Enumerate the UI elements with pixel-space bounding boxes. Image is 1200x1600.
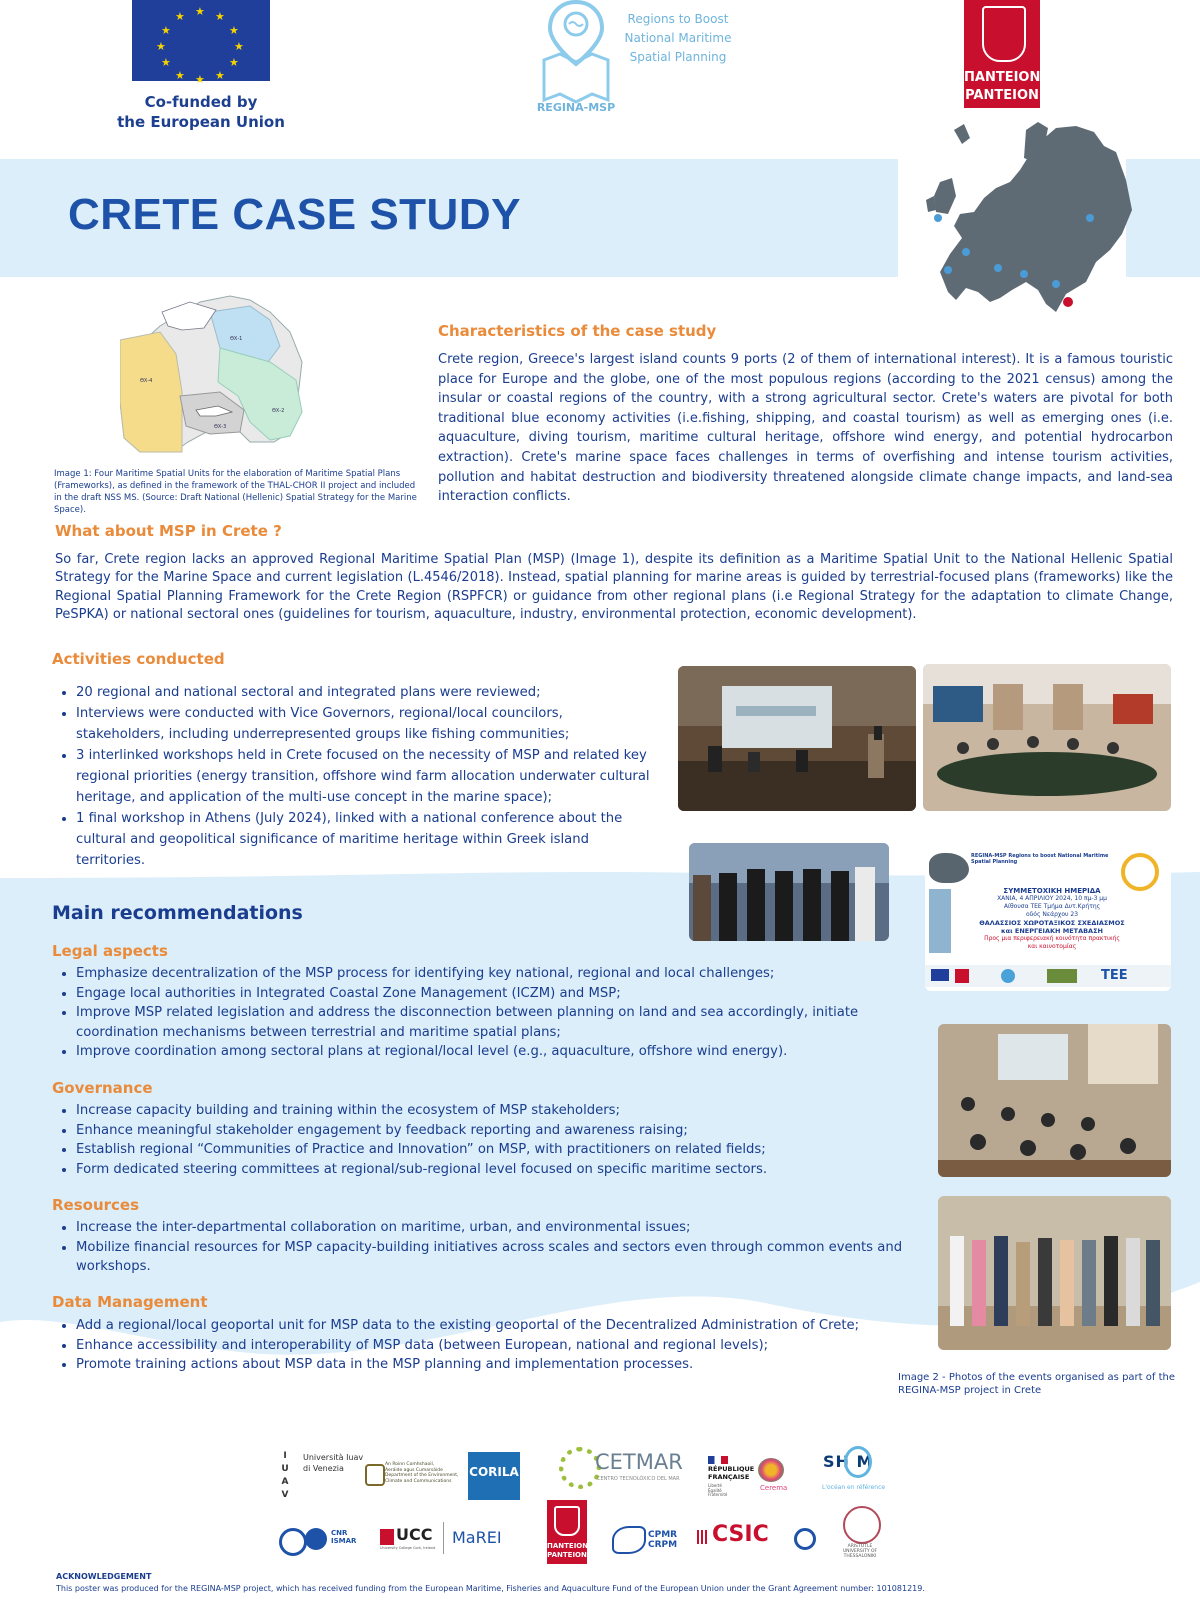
cpmr-text: CPMR CRPM [648,1530,678,1550]
photo-meeting-table [923,664,1171,811]
ucc-crest-icon [380,1529,394,1545]
workshop-flyer [925,849,1171,991]
divider [443,1522,444,1554]
cetmar-sub: CENTRO TECNOLÓXICO DEL MAR [597,1476,680,1482]
msp-crete-heading: What about MSP in Crete ? [55,522,282,540]
flyer-l1: ΣΥΜΜΕΤΟΧΙΚΗ ΗΜΕΡΙΔΑ [1003,887,1101,895]
data-item: • Enhance accessibility and interoperability of MSP data (between European, national and regional levels); [76,1336,914,1356]
cpmr-swirl-icon [612,1526,646,1554]
acknowledgement-text: This poster was produced for the REGINA-MSP project, which has received funding from the European Maritime, Fisheries and Aquaculture Fund of the European Union under the Grant Agreement number: 101081219. [56,1584,925,1593]
recommendations-heading: Main recommendations [52,902,303,924]
resources-list [54,1218,904,1277]
activity-item: • 1 final workshop in Athens (July 2024), linked with a national conference about the cultural and geopolitical significance of maritime heritage within Greek island territories. [76,808,654,871]
governance-item: • Establish regional “Communities of Practice and Innovation” on MSP, with practitioners on related fields; [76,1140,904,1160]
panteion-small-2: PANTEION [547,1551,587,1559]
photos-caption: Image 2 - Photos of the events organised as part of the REGINA-MSP project in Crete [898,1372,1175,1396]
legal-item: • Improve coordination among sectoral plans at regional/local level (e.g., aquaculture, offshore wind energy). [76,1042,904,1062]
legal-item: • Emphasize decentralization of the MSP process for identifying key national, regional and local challenges; [76,964,904,984]
flyer-l8: και καινοτομίας [1027,943,1077,950]
flyer-l6: και ΕΝΕΡΓΕΙΑΚΗ ΜΕΤΑΒΑΣΗ [1001,927,1103,935]
iuav-letters: I U A V [281,1451,289,1500]
data-management-heading: Data Management [52,1293,208,1311]
flyer-tee: TEE [1101,968,1128,983]
map-label-3: ΘΧ-3 [214,424,227,430]
governance-item: • Enhance meaningful stakeholder engagement by feedback reporting and awareness raising; [76,1121,904,1141]
governance-heading: Governance [52,1079,153,1097]
regina-tagline: Regions to Boost National Maritime Spatial Planning [624,12,732,64]
photo-group-crete [938,1196,1171,1350]
flyer-l7: Προς μια περιφερειακή κοινότητα πρακτικής [984,935,1120,942]
panteion-small-1: ΠΑΝΤΕΙΟΝ [547,1542,589,1550]
photo-group-athens [689,843,889,941]
photo-workshop-panel [678,666,916,811]
panteion-small-emblem-icon [554,1506,580,1536]
ucc-sub: University College Cork, Ireland [380,1546,436,1550]
rf-sub: Liberté Égalité Fraternité [708,1483,728,1498]
map-label-1: ΘΧ-1 [230,336,243,342]
panteion-latin: PANTEION [965,88,1039,103]
page-title: CRETE CASE STUDY [68,190,521,239]
gov-ie-text: An Roinn Comhshaoil, Aeráide agus Cumarsáide Department of the Environment, Climate and Communications [385,1462,459,1484]
eu-cofunded-text: Co-funded by the European Union [117,93,285,131]
maritime-spatial-units-map [120,292,310,454]
panteion-partner-logo [547,1500,587,1564]
globe-icon [794,1528,816,1550]
europe-map-icon [926,122,1132,322]
activity-item: • 20 regional and national sectoral and integrated plans were reviewed; [76,682,654,703]
csic-name: CSIC [712,1522,769,1547]
auth-text: ARISTOTLE UNIVERSITY OF THESSALONIKI [842,1544,878,1559]
ismar-wave-icon [305,1528,327,1550]
resources-item: • Increase the inter-departmental collaboration on maritime, urban, and environmental issues; [76,1218,904,1238]
marei-name: MaREI [452,1528,502,1547]
activity-item: • 3 interlinked workshops held in Crete focused on the necessity of MSP and related key regional priorities (energy transition, offshore wind farm allocation underwater cultural heritage, and application of the multi-use concept in the marine space); [76,745,654,808]
data-item: • Add a regional/local geoportal unit for MSP data to the existing geoportal of the Decentralized Administration of Crete; [76,1316,914,1336]
legal-item: • Improve MSP related legislation and address the disconnection between planning on land and sea accordingly, initiate coordination mechanisms between terrestrial and maritime spatial plans; [76,1003,904,1042]
data-management-list [54,1316,914,1375]
flyer-l3: Αίθουσα ΤΕΕ Τμήμα Δυτ.Κρήτης [1003,903,1101,910]
activities-list [54,682,654,871]
flyer-europe-icon [929,853,969,883]
flyer-top: REGINA-MSP Regions to boost National Maritime Spatial Planning [971,853,1109,865]
shom-name: SH M [823,1452,874,1471]
flyer-pin-icon [1121,853,1159,891]
governance-item: • Form dedicated steering committees at regional/sub-regional level focused on specific maritime sectors. [76,1160,904,1180]
legal-heading: Legal aspects [52,942,168,960]
resources-item: • Mobilize financial resources for MSP capacity-building initiatives across scales and sectors even through common events and workshops. [76,1238,904,1277]
map-caption: Image 1: Four Maritime Spatial Units for the elaboration of Maritime Spatial Plans (Frameworks), as defined in the framework of the THAL-CHOR II project and included in the draft NSS MS. (Source: Draft National (Hellenic) Spatial Strategy for the Marine Space). [54,469,417,515]
resources-heading: Resources [52,1196,140,1214]
map-label-2: ΘΧ-2 [272,408,285,414]
ireland-harp-icon [365,1464,385,1486]
panteion-greek: ΠΑΝΤΕΙΟΝ [964,70,1041,85]
flyer-l2: ΧΑΝΙΑ, 4 ΑΠΡΙΛΙΟΥ 2024, 10 πμ-3 μμ [997,895,1107,902]
cnr-text: CNR ISMAR [331,1529,357,1545]
governance-item: • Increase capacity building and training within the ecosystem of MSP stakeholders; [76,1101,904,1121]
shom-sub: L'océan en référence [822,1484,886,1491]
flyer-l5: ΘΑΛΑΣΣΙΟΣ ΧΩΡΟΤΑΞΙΚΟΣ ΣΧΕΔΙΑΣΜΟΣ [979,919,1125,927]
rf-text: RÉPUBLIQUE FRANÇAISE [708,1465,755,1481]
activity-item: • Interviews were conducted with Vice Governors, regional/local councilors, stakeholders, including underrepresented groups like fishing communities; [76,703,654,745]
cnr-circle-icon [279,1528,307,1556]
characteristics-text: Crete region, Greece's largest island counts 9 ports (2 of them of international interest). It is a famous touristic place for Europe and the globe, one of the most populous regions (according to the 2021 census) among the insular or coastal regions of the country, with a strong agricultural sector. Crete's waters are pivotal for both traditional blue economy activities (i.e.fishing, shipping, and coastal tourism) as well as emerging ones (i.e. aquaculture, diving tourism, maritime cultural heritage, offshore wind energy, and potential hydrocarbon extraction). Crete's marine space faces challenges in terms of overfishing and intense tourism activities, pollution and habitat destruction and biodiversity threatened alongside climate change impacts, and land-sea interaction conflicts. [438,352,1173,505]
photo-workshop-audience [938,1024,1171,1177]
cerema-name: Cerema [760,1484,788,1492]
legal-list [54,964,904,1062]
msp-crete-text: So far, Crete region lacks an approved Regional Maritime Spatial Plan (MSP) (Image 1), despite its definition as a Maritime Spatial Unit to the National Hellenic Spatial Strategy for the Marine Space and current legislation (L.4546/2018). Instead, spatial planning for marine areas is guided by terrestrial-focused plans (frameworks) like the Regional Spatial Planning Framework for the Crete Region (RSPFCR) or guidance from other regional plans (i.e Regional Strategy for the adaptation to climate Change, PeSPKA) or national sectoral ones (guidelines for tourism, aquaculture, industry, environmental protection, economic development). [55,552,1173,623]
title-band-right [1126,159,1200,277]
data-item: • Promote training actions about MSP data in the MSP planning and implementation processes. [76,1355,914,1375]
activities-heading: Activities conducted [52,650,225,668]
regina-map-pin-icon [536,0,616,110]
panteion-logo [964,0,1040,108]
acknowledgement-heading: ACKNOWLEDGEMENT [56,1572,152,1581]
auth-seal-icon [843,1506,881,1544]
ucc-name: UCC [396,1525,433,1544]
iuav-name: Università Iuav di Venezia [303,1453,364,1473]
csic-crest-icon [697,1530,709,1544]
characteristics-heading: Characteristics of the case study [438,322,717,340]
flyer-l4: οδός Νεάρχου 23 [1025,911,1079,918]
french-flag-icon [708,1456,728,1464]
cetmar-name: CETMAR [595,1450,683,1474]
regina-name: REGINA-MSP [536,101,616,114]
corila-logo: CORILA [468,1452,520,1500]
shom-o-icon [844,1446,872,1478]
governance-list [54,1101,904,1179]
eu-flag-logo: ★ ★ ★ ★ ★ ★ ★ ★ ★ ★ ★ ★ [132,0,270,81]
flyer-logo-strip [925,965,1171,987]
flyer-wind-turbine-image [929,889,951,953]
legal-item: • Engage local authorities in Integrated Coastal Zone Management (ICZM) and MSP; [76,984,904,1004]
panteion-emblem-icon [982,6,1026,62]
cerema-star-icon [758,1458,784,1482]
map-label-4: ΘΧ-4 [140,378,153,384]
